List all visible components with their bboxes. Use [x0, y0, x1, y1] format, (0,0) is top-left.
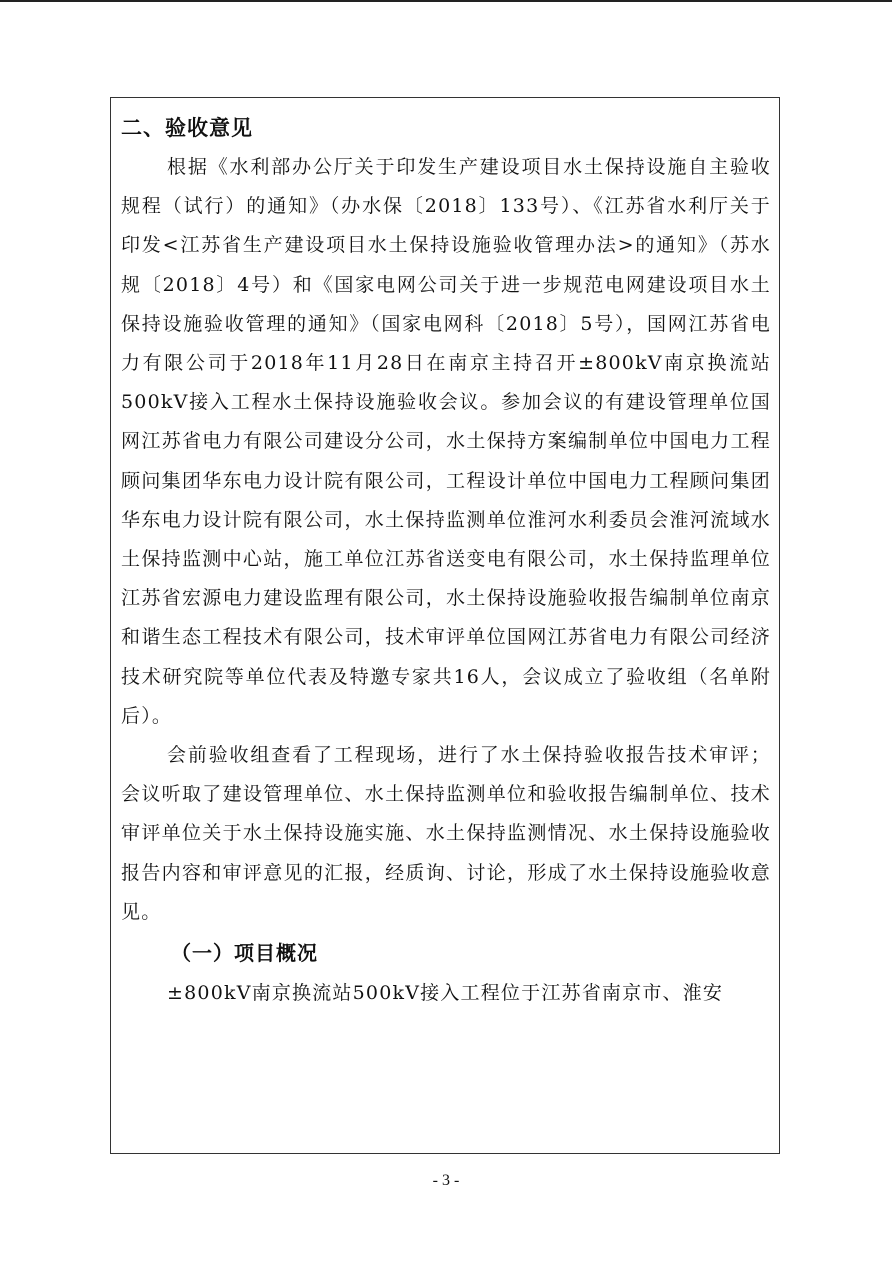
section-heading: 二、验收意见: [121, 116, 253, 140]
subsection-heading-project-overview: （一）项目概况: [171, 941, 318, 966]
document-body: [121, 108, 771, 1013]
paragraph-meeting-process: 会前验收组查看了工程现场，进行了水土保持验收报告技术审评；会议听取了建设管理单位、水土保持监测单位和验收报告编制单位、技术审评单位关于水土保持设施实施、水土保持监测情况、水土保持设施验收报告内容和审评意见的汇报，经质询、讨论，形成了水土保持设施验收意见。: [121, 744, 771, 923]
paragraph-project-location: ±800kV南京换流站500kV接入工程位于江苏省南京市、淮安: [167, 982, 724, 1005]
paragraph-legal-basis: 根据《水利部办公厅关于印发生产建设项目水土保持设施自主验收规程（试行）的通知》（办水保〔2018〕133号）、《江苏省水利厅关于印发<江苏省生产建设项目水土保持设施验收管理办法>的通知》（苏水规〔2018〕4号）和《国家电网公司关于进一步规范电网建设项目水土保持设施验收管理的通知》（国家电网科〔2018〕5号），国网江苏省电力有限公司于2018年11月28日在南京主持召开±800kV南京换流站500kV接入工程水土保持设施验收会议。参加会议的有建设管理单位国网江苏省电力有限公司建设分公司，水土保持方案编制单位中国电力工程顾问集团华东电力设计院有限公司，工程设计单位中国电力工程顾问集团华东电力设计院有限公司，水土保持监测单位淮河水利委员会淮河流域水土保持监测中心站，施工单位江苏省送变电有限公司，水土保持监理单位江苏省宏源电力建设监理有限公司，水土保持设施验收报告编制单位南京和谐生态工程技术有限公司，技术审评单位国网江苏省电力有限公司经济技术研究院等单位代表及特邀专家共16人，会议成立了验收组（名单附后）。: [121, 156, 771, 727]
page-number: - 3 -: [432, 1172, 460, 1189]
content-frame: [110, 97, 780, 1154]
top-border-line: [0, 0, 892, 2]
